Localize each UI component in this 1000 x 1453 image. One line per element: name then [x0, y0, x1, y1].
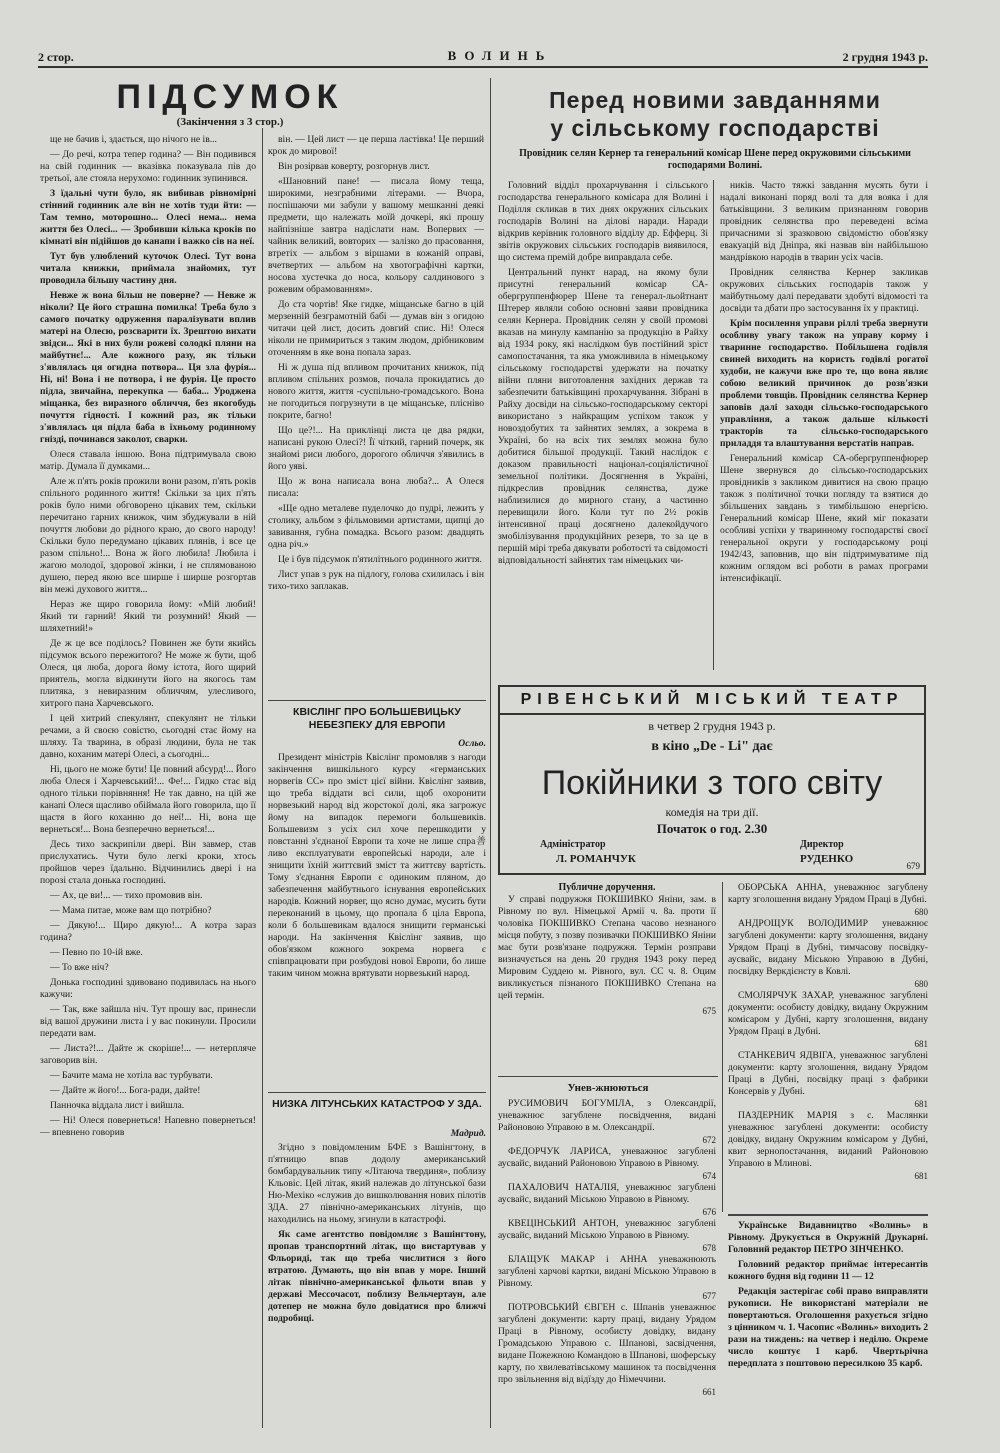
void-notice-text: ПАЗДЕРНИК МАРІЯ з с. Маслянки уневажнює загублені документи: особисту довідку, видану Окружним комісаром у Дубні, квит зернопостачання, виданий Районовою Управою в Млинові. [728, 1110, 928, 1169]
agri-paragraph: Крім посилення управи ріллі треба звернути особливу увагу також на управу корму і тваринне господарство. Побільшена годівля свиней виходить на користь годівлі рогатої худоби, не кажучи вже про те, що вона являє собою великий причинок до розв'язки проблеми товщів. Провідник селянства Кернер заповів далі заходи сільсько-господарського управління, а також дальше кількості тракторів та сільсько-господарського приладдя та влаштування верстатів направ. [720, 318, 928, 449]
imprint-rule [728, 1214, 928, 1216]
director-name: РУДЕНКО [800, 853, 854, 865]
show-title: Покійники з того світу [541, 764, 883, 802]
void-notice-code: 681 [914, 1039, 928, 1049]
public-notice [498, 882, 716, 1072]
public-notice-code: 675 [702, 1006, 716, 1016]
void-notice-item [728, 918, 928, 990]
column-divider [713, 180, 714, 670]
show-date: в четвер 2 грудня 1943 р. [648, 719, 776, 733]
story-paragraph: Ні, цього не може бути! Це повний абсурд!... Його люба Олеся і Харчевський!... Фе!... Гидко стає від одного тільки порівняння! Не так давно, на цій же канапі Олеся щасливо обіймала його говорила, що її щастя в його коханню до неї!... Ні, вона ще вернеться!... Вона безперечно вернеться!... [40, 764, 256, 835]
story-paragraph: — Певно по 10-ій вже. [50, 947, 143, 958]
theatre-name: РІВЕНСЬКИЙ МІСЬКИЙ ТЕАТР [500, 687, 924, 715]
imprint-paragraph: Редакція застерігає собі право виправляти рукописи. Не використані матеріали не повертаються. Оголошення рахується згідно з цінником ч. 1. Часопис «Волинь» виходить 2 рази на тиждень: на четвер і неділю. Окреме число коштує 1 карб. Чвертьрічна передплата з поштовою пересилкою 35 карб. [728, 1286, 928, 1369]
story-paragraph: Але ж п'ять років прожили вони разом, п'ять років спільного родинного життя! Скільки за цих п'ять років було ними обговорено цікавих тем, скільки перечитано гарних книжок, чим збуджували в ній почуття любови до рідного краю, до свого народу! Скільки було передумано цікавих плянів, і все це разом спільно!... Вона ж його любила! Любила і жагою молодої, здорової жінки, і не сплямованою душею, перед якою все ширше і ширше розгортав він межі духового життя... [40, 476, 256, 595]
crash-paragraph: Згідно з повідомленим БФЕ з Вашінгтону, в п'ятницю впав додолу американський бомбардувальник типу «Літаюча твердиня», поблизу Кльовіс. Цей літак, який належав до літунської бази Ню-Мехіко «служив до вишколювання нових пілотів ЗДА. 27 північно-американських літунів, що находились на ньому, згинули в катастрофі. [268, 1142, 486, 1225]
story-paragraph: — Ні! Олеся повернеться! Напевно повернеться! — впевнено говорив [40, 1115, 256, 1138]
administrator-name: Л. РОМАНЧУК [556, 853, 636, 865]
void-notice-text: БЛАЩУК МАКАР і АННА уневажнюють загублені харчові картки, видані Міською Управою в Рівному. [498, 1254, 716, 1289]
void-notice-text: КВЕЦІНСЬКИЙ АНТОН, уневажнює загублені аусвайс, виданий Міською Управою в Рівному. [498, 1218, 716, 1241]
story-paragraph: З їдальні чути було, як вибивав рівномірні стінний годинник але він не хотів туди йти: — Там темно, моторошно... Олесі нема... нема життя без Олесі... — Зробивши кілька кроків по кімнаті він підійшов до канапи і важко сів на неї. [40, 188, 256, 247]
imprint [728, 1220, 928, 1425]
agri-paragraph: Генеральний комісар СА-обергруппенфюрер Шене звернувся до сільсько-господарських провідників з закликом дивитися на свою працю також з політичної точки погляду та взятися до збільшених завдань з тимбільшою енергією. Генеральний комісар Шене, який міг показати особливі успіхи у тваринному господарстві своєї генеральної округи у господарському році 1942/43, заповнив, що він підтримуватиме під кожним оглядом всі роботи в рамах програми інтенсифікації. [720, 453, 928, 584]
void-notice-item [728, 1050, 928, 1110]
void-notice-code: 674 [702, 1171, 716, 1181]
quisling-paragraph: Президент міністрів Квіслінг промовляв з нагоди закінчення вишкільного курсу «германських норвегів СС» про зміст цієї війни. Квіслінг заявив, що треба віддати всі сили, щоб охоронити норвезький народ від жорстокої долі, яка загрожує йому на випадок перемоги большевиків. Большевизм з усіх сил хоче перешкодити у повстанні з'єднаної Европи та хоче не лише спра善ливо експлуатувати европейські народи, але і знищити їхній життєвий зміст та життєву вартість. Тому з'єднання Европи є одиноким пляном, до забезпечення майбутнього існування европейських народів. Кожний норвег, що ясно думає, мусить бути переконаний в цьому, що пропала б ціла Европа, коли б большевикам вдалося знищити германські народи. На закінчення Квіслінг заявив, що обов'язком кожного зокрема норвега є співпрацювати при розбудові нової Европи, бо лише таким чином можна врятувати норвезький народ. [268, 752, 486, 979]
imprint-paragraph: Українське Видавництво «Волинь» в Рівному. Друкується в Окружній Друкарні. Головний редактор ПЕТРО ЗІНЧЕНКО. [728, 1220, 928, 1255]
imprint-paragraph: Головний редактор приймає інтересантів кожного будня від години 11 — 12 [728, 1259, 928, 1282]
story-paragraph: Нераз же щиро говорила йому: «Мій любий! Який ти гарний! Який ти розумний! Який — шляхетний!» [40, 599, 256, 634]
story-paragraph: ще не бачив і, здається, що нічого не ів... [50, 134, 217, 145]
public-notice-text: У справі подружжя ПОКШИВКО Яніни, зам. в Рівному по вул. Німецької Армії ч. 8а. проти її чоловіка ПОКШИВКО Степана часово незнаного місця побуту, з позву позивачки ПОКШИВКО Яніни має бути розв'язане подружжя. Термін розправи визначується на день 20 грудня 1943 року перед Мировим Суддею м. Рівного, вул. СС ч. 8. Оцим викликується пізнаного ПОКШИВКО Степана на цей термін. [498, 894, 716, 1001]
void-notice-code: 676 [702, 1207, 716, 1217]
story-paragraph: Де ж це все поділось? Повинен же бути якийсь підсумок всього пережитого? Не може ж бути, щоб Олеся, ця люба, дорога йому істота, його щирий приятель, могла відкинути його на якогось там плитяка, з невиразним обличчям, улесливого, хитрого пана Харчевського. [40, 638, 256, 709]
void-notice-item [728, 1110, 928, 1182]
void-notice-item [498, 1254, 716, 1302]
void-notice-code: 678 [702, 1243, 716, 1253]
story-paragraph: — То вже ніч? [50, 962, 109, 973]
quisling-body [268, 752, 486, 1087]
show-genre: комедія на три дії. [665, 805, 759, 819]
story-continuation-note: (Закінчення з 3 стор.) [176, 116, 284, 128]
public-notice-title: Публичне доручення. [558, 882, 656, 893]
story-paragraph: Панночка віддала лист і вийшла. [50, 1100, 185, 1111]
story-column-2 [268, 134, 484, 694]
void-notice-item [498, 1098, 716, 1146]
void-notice-item [498, 1182, 716, 1218]
story-paragraph: — Листа?!... Дайте ж скоріше!... — нетерпляче заговорив він. [40, 1043, 256, 1066]
story-paragraph: Він розірвав коверту, розгорнув лист. [278, 161, 430, 172]
issue-date: 2 грудня 1943 р. [842, 50, 928, 64]
crash-body [268, 1142, 486, 1427]
void-notice-text: ОБОРСЬКА АННА, уневажнює загублену карту зголошення видану Урядом Праці в Дубні. [728, 882, 928, 905]
void-notice-item [498, 1146, 716, 1182]
story-paragraph: Що ж вона написала вона люба?... А Олеся писала: [268, 476, 484, 499]
newspaper-name: ВОЛИНЬ [447, 48, 553, 63]
administrator-label: Адміністратор [540, 839, 606, 850]
story-paragraph: Невже ж вона більш не поверне? — Невже ж ніколи? Це його страшна помилка! Треба було з самого початку одруження паралізувати вплив матері на Олесю, розсварити їх. Зрештою вихати звідси... Які в них були рожеві солодкі пляни на майбутнє!... Але кожного разу, як тільки з'являлась ця огидна потвора... Ця зла фурія... Ні, ні! Вона і не потвора, і не фурія. Це просто підла, звичайна, перекупка — баба... Уроджена міщанка, без виразного обличчя, без якогобудь почуття гідності. І кожний раз, як тільки з'являлась ця підла баба в їхньому родинному гнізді, починався заколот, сварки. [40, 290, 256, 445]
void-notices-title: Унев-жнюються [567, 1082, 649, 1094]
crash-paragraph: Як саме агентство повідомляє з Вашінгтону, пропав транспортний літак, що вистартував у Фльориді, так що треба числитися з його втратою. Думають, що він впав у море. Інший літак північно-американської фльоти впав у державі Мессочасот, поблизу Вельчертаун, але дотепер не можна було довідатися про ближчі подробиці. [268, 1229, 486, 1324]
void-notice-item [498, 1302, 716, 1398]
void-notice-item [728, 882, 928, 918]
show-venue: в кіно „De - Li" дає [651, 739, 773, 754]
void-notice-text: ПОТРОВСЬКИЙ ЄВГЕН с. Шпанів уневажнює загублені документи: карту праці, видану Урядом Праці в Рівному, особисту довідку, видану Громадською Управою с. Шпанові, засвідчення, видане Пожежною Командою в Шпанові, шоферську карту, по хвилеватівському машинок та посвідчення про звільнення від відїзду до Німеччини. [498, 1302, 716, 1385]
story-paragraph: Донька господині здивовано подивилась на нього кажучи: [40, 977, 256, 1000]
void-notice-code: 680 [914, 907, 928, 917]
story-paragraph: — До речі, котра тепер година? — Він подивився на свій годинник — вказівка показувала пів до третьої, але стояла нерухомо: годинник зупинився. [40, 149, 256, 184]
agri-headline-line-1: Перед новими завданнями [549, 87, 881, 113]
void-notice-text: ПАХАЛОВИЧ НАТАЛІЯ, уневажнює загублені аусвайс, виданий Міською Управою в Рівному. [498, 1182, 716, 1205]
story-paragraph: — Мама питае, може вам що потрібно? [50, 905, 212, 916]
story-paragraph: Десь тихо заскрипіли двері. Він завмер, став прислухатись. Чути було легкі кроки, хтось пройшов через їдальню. Відчинились двері і на порозі стала донька господині. [40, 839, 256, 886]
story-paragraph: — Бачите мама не хотіла вас турбувати. [50, 1070, 213, 1081]
story-paragraph: Олеся ставала іншою. Вона підтримувала свою матір. Думала її думками... [40, 449, 256, 472]
story-paragraph: «Ще одно металеве пуделочко до пудрі, лежить у столику, альбом з фільмовими артистами, щипці до завивання, губна помадка. Всього разом: двадцять одна річ.» [268, 503, 484, 550]
story-paragraph: Тут був улюблений куточок Олесі. Тут вона читала книжки, приймала знайомих, тут проводила більшу частину дня. [40, 251, 256, 286]
agri-subheadline: Провідник селян Кернер та генеральний комісар Шене перед окружовими сільськими господарями Волині. [519, 148, 911, 171]
director-label: Директор [800, 839, 844, 850]
crash-headline: НИЗКА ЛІТУНСЬКИХ КАТАСТРОФ У ЗДА. [272, 1098, 482, 1110]
void-notice-code: 681 [914, 1171, 928, 1181]
void-notice-code: 661 [702, 1387, 716, 1397]
void-notices-right [728, 882, 928, 1212]
story-paragraph: — Дякую!... Щиро дякую!... А котра зараз година? [40, 920, 256, 943]
agri-column-1 [498, 180, 708, 672]
agri-paragraph: Центральний пункт нарад, на якому були присутні генеральний комісар СА-обергруппенфюрер Шене та генерал-льойтнант Штерер являли собою основні заяви провідника селян Кернера. Провідник селян у своїй промові вказав на минулу кампанію за продукцію в Райху від 1934 року, які наслідком був постійний зріст самопостачання, та яка уможливила в німецькому сільському господарстві удержати на початку війни пляни виготовлення західних держав та забезпечити батьківщині прохарчування. Зібрані в Райху досвіди на сільсько-господарському секторі використано з найкращим успіхом також у новоздобутих та зайнятих землях, а зокрема в Україні, бо на всіх тих землях можна було добитися більшої продукції. Такий наслідок є доказом правильності націонал-соціялістичної земельної політики. Досягнення в Україні, підкреслив провідник селянства, дуже наблизилися до мирного стану, а частинно перевищили його. Коли тут по 2½ років інтенсивної праці досягнено далекойдучого змобілізування продукційних резерв, то за це в першій мірі треба дякувати роботості та свідомості відповідальності зайнятих там німецьких чи- [498, 267, 708, 566]
column-divider [262, 128, 263, 1428]
quisling-dateline: Осльо. [458, 738, 486, 749]
story-paragraph: «Шановний пане! — писала йому тещa, широкими, незграбними літерами. — Вчора, поспішаючи ми забули у вашому мешканні деякі предмети, що належать моїй дочкері, які прошу найпізніше завтра надіслати нам. Вопервих — чайник великий, вовторих — залізко до прасовання, втретіх — альбом з віршами в кожаній оправі, вчетвертих — альбом на хвотографічні картки, носова хустечка до носа, кольору салдинового з рожевим обрамованням». [268, 176, 484, 295]
void-notice-code: 677 [702, 1291, 716, 1301]
agri-paragraph: Головний відділ прохарчування і сільського господарства генерального комісара для Волині і Поділля скликав в тих днях окружних сільських господарів Волині на ділові наради. Наради відкрив керівник головного відділу др. Ефферц. Зі звітів окружових сільських господарів виявилося, що система премій добре виправдала себе. [498, 180, 708, 263]
story-column-1 [40, 134, 256, 1424]
story-paragraph: Ні ж душа під впливом прочитаних книжок, під впливом спільних розмов, почала прокидатись до нового життя, життя -суспільно-громадського. Вона не погодиться погрузнути в це міщанське, плісніво покрите, багно! [268, 362, 484, 421]
void-notice-item [728, 990, 928, 1050]
agri-paragraph: Провідник селянства Кернер закликав окружових сільських господарів також у майбутньому далі передавати здобуті відомості та досвіди та дбати про застосування їх у практиці. [720, 267, 928, 314]
story-paragraph: До ста чортів! Яке гидке, міщанське багно в цій мерзенній безграмотній бабі — думав він з огидою читачи цей лист, досить довгий спис. Ні! Олеся ніколи не примириться з таким людом, дрібниковим оточенням в яке вона попала зараз. [268, 299, 484, 358]
agri-headline [500, 86, 930, 142]
story-paragraph: він. — Цей лист — це перша ластівка! Це перший крок до мирової! [268, 134, 484, 157]
page-number: 2 стор. [38, 50, 74, 64]
story-title: ПІДСУМОК [116, 78, 344, 116]
void-notice-text: ФЕДОРЧУК ЛАРИСА, уневажнює загублені аусвайс, виданий Районовою Управою в Рівному. [498, 1146, 716, 1169]
void-notices-list [498, 1098, 716, 1428]
void-notice-code: 672 [702, 1135, 716, 1145]
void-notice-text: РУСИМОВИЧ БОГУМІЛА, з Олександрії, уневажнює загублене посвідчення, видані Районовою Управою в м. Олександрії. [498, 1098, 716, 1133]
ad-code: 679 [906, 861, 920, 871]
story-paragraph: Це і був підсумок п'ятилітнього родинного життя. [278, 554, 482, 565]
void-notice-code: 680 [914, 979, 928, 989]
column-divider [722, 882, 723, 1212]
column-divider [490, 78, 491, 1428]
story-paragraph: Що це?!... На приклінці листа це два рядки, написані рукою Олесі?! Її чіткий, гарний почерк, як знайомі риси любого, дорогого обличчя з'явились в його уяві. [268, 425, 484, 472]
section-divider [498, 1076, 718, 1077]
void-notice-text: СТАНКЕВИЧ ЯДВІГА, уневажнює загублені документи: карту зголошення, видану Урядом Праці в Дубні, посвідку праці з фабрики Консервів у Дубні. [728, 1050, 928, 1097]
story-paragraph: — Так, вже зайшла ніч. Тут прошу вас, принесли від вашої дружини листа і у вас покинули. Просили передати вам. [40, 1004, 256, 1039]
void-notice-code: 681 [914, 1099, 928, 1109]
void-notice-item [498, 1218, 716, 1254]
section-divider [268, 1092, 486, 1093]
agri-column-2 [720, 180, 928, 672]
void-notice-text: СМОЛЯРЧУК ЗАХАР, уневажнює загублені документи: особисту довідку, видану Окружним комісаром у Дубні, карту зголошення, видану Урядом Праці в Дубні. [728, 990, 928, 1037]
quisling-headline: КВІСЛІНГ ПРО БОЛЬШЕВИЦЬКУ НЕБЕЗПЕКУ ДЛЯ ЕВРОПИ [293, 706, 461, 731]
story-paragraph: — Ах, це ви!... — тихо промовив він. [50, 890, 203, 901]
story-paragraph: — Дайте ж його!... Бога-ради, дайте! [50, 1085, 201, 1096]
header-rule [38, 66, 928, 68]
story-paragraph: Лист упав з рук на підлогу, голова схилилась і він тихо-тихо заплакав. [268, 569, 484, 592]
section-divider [268, 700, 486, 701]
agri-headline-line-2: у сільському господарстві [550, 115, 880, 141]
crash-dateline: Мадрид. [450, 1128, 486, 1139]
agri-paragraph: ників. Часто тяжкі завдання мусять бути і надалі виконані поряд волі та для вояка і для батьківщини. З великим признанням говорив провідник селянства про переведені всіма причасними зі зразковою свідомістю обов'язку евакуацій від Дніпра, які назвав він найбільшою мандрівкою народів в тварин усіх часів. [720, 180, 928, 263]
story-paragraph: І цей хитрий спекулянт, спекулянт не тільки речами, а й своєю совістю, сьогодні стає йому на шляху. Та тварина, в образі людини, була не так давно, коханим матері Олесі, а сьогодні... [40, 713, 256, 760]
theatre-advertisement [498, 685, 926, 875]
show-start-time: Початок о год. 2.30 [656, 821, 768, 836]
void-notice-text: АНДРОЩУК ВОЛОДИМИР уневажнює загублені документи: карту зголошення, видану Урядом Праці в Дубні, тимчасову посвідку-аусвайс, видану Міською Управою в Дубні, посвідку Веркдієнсту в Ковлі. [728, 918, 928, 977]
